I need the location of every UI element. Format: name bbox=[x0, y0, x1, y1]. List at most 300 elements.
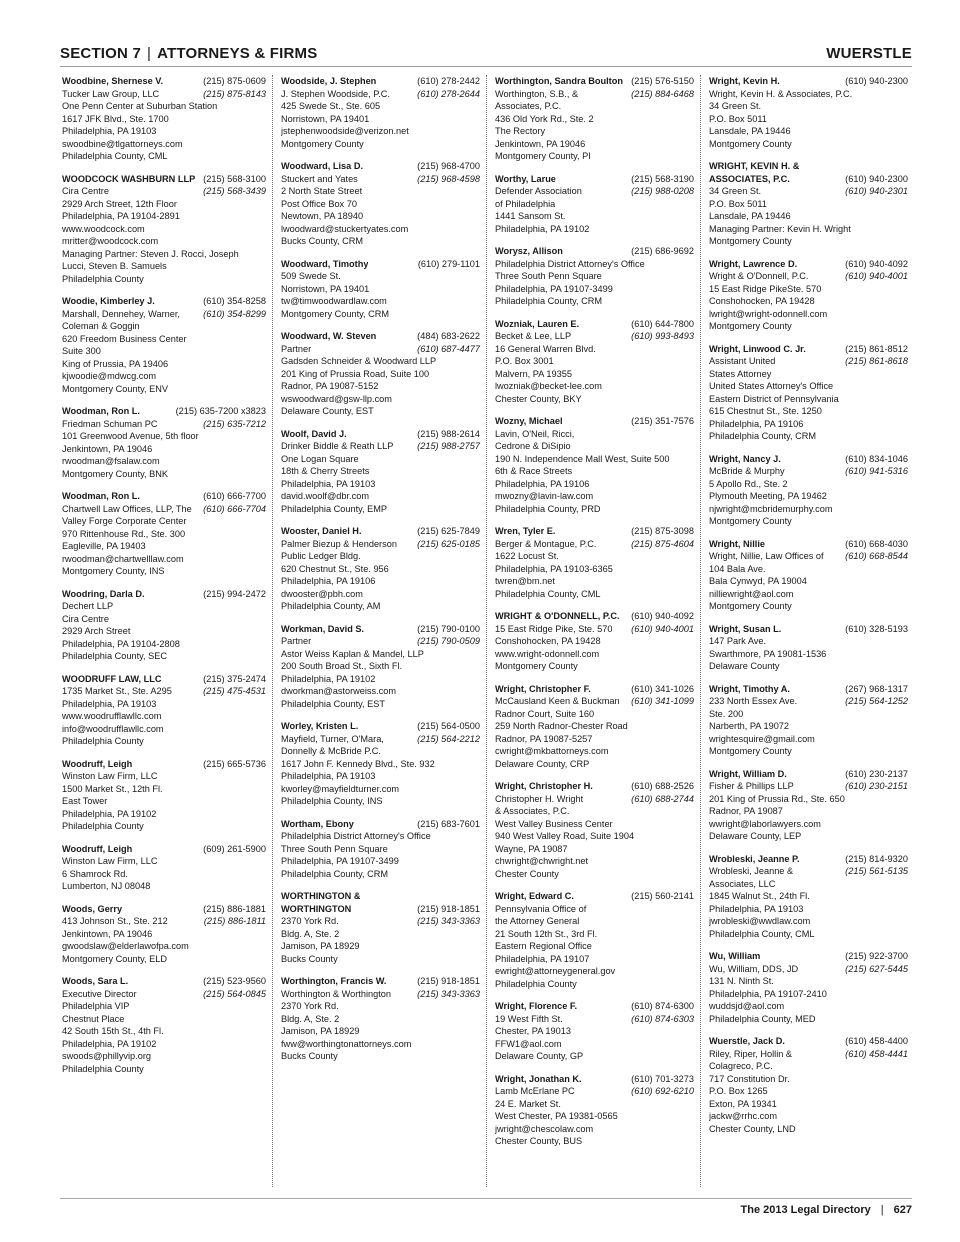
entry-detail-row bbox=[281, 903, 480, 916]
entry-name-row bbox=[62, 975, 266, 988]
phone-number: (215) 635-7200 x3823 bbox=[175, 406, 266, 416]
entry-detail-row bbox=[495, 623, 694, 636]
fax-number: (215) 564-2212 bbox=[417, 733, 480, 744]
entry-line: 1845 Walnut St., 24th Fl. bbox=[709, 891, 810, 901]
entry-line: Conshohocken, PA 19428 bbox=[709, 296, 815, 306]
entry-line: Philadelphia County bbox=[62, 736, 144, 746]
phone-number: (610) 278-2442 bbox=[417, 76, 480, 86]
entry-line: 15 East Ridge PikeSte. 570 bbox=[709, 283, 822, 294]
entry-name: Worysz, Allison bbox=[495, 246, 563, 256]
entry-line: lwoodward@stuckertyates.com bbox=[281, 223, 409, 234]
phone-number: (215) 576-5150 bbox=[631, 76, 694, 86]
entry-line: Wright, Kevin H. & Associates, P.C. bbox=[709, 88, 853, 99]
fax-number: (215) 564-0845 bbox=[203, 988, 266, 999]
directory-entry bbox=[62, 588, 266, 663]
entry-name-row bbox=[495, 780, 694, 793]
phone-number: (610) 458-4400 bbox=[845, 1036, 908, 1046]
directory-entry bbox=[281, 818, 480, 881]
entry-name: WOODRUFF LAW, LLC bbox=[62, 673, 162, 684]
directory-entry bbox=[281, 428, 480, 516]
entry-name: Wright, Susan L. bbox=[709, 623, 782, 634]
phone-number: (610) 354-8258 bbox=[203, 296, 266, 306]
entry-line: 5 Apollo Rd., Ste. 2 bbox=[709, 478, 788, 489]
entry-name-row bbox=[709, 343, 908, 356]
entry-line: 15 East Ridge Pike, Ste. 570 bbox=[495, 623, 613, 634]
phone-number: (215) 625-7849 bbox=[417, 526, 480, 536]
directory-entry bbox=[281, 525, 480, 613]
entry-name: Workman, David S. bbox=[281, 623, 365, 634]
page-footer bbox=[741, 1204, 912, 1216]
entry-line: 1617 John F. Kennedy Blvd., Ste. 932 bbox=[281, 758, 435, 769]
entry-line: Radnor, PA 19087 bbox=[709, 806, 783, 816]
entry-line: Lamb McErlane PC bbox=[495, 1086, 575, 1096]
entry-line: wrightesquire@gmail.com bbox=[709, 733, 815, 744]
entry-name: Wright, Florence F. bbox=[495, 1001, 578, 1011]
entry-line: Cedrone & DiSipio bbox=[495, 441, 571, 451]
entry-detail-row bbox=[281, 343, 480, 356]
phone-number bbox=[477, 890, 480, 903]
entry-line: Montgomery County bbox=[709, 138, 792, 149]
entry-line: 2929 Arch Street, 12th Floor bbox=[62, 198, 177, 209]
directory-entry bbox=[281, 720, 480, 808]
directory-entry bbox=[709, 623, 908, 673]
entry-detail-row bbox=[281, 440, 480, 453]
entry-line: 620 Chestnut St., Ste. 956 bbox=[281, 563, 389, 574]
entry-line: Palmer Biezup & Henderson bbox=[281, 538, 397, 549]
entry-line: United States Attorney's Office bbox=[709, 381, 834, 391]
entry-name-row bbox=[62, 588, 266, 601]
entry-line: Assistant United bbox=[709, 356, 776, 366]
directory-entry bbox=[281, 890, 480, 965]
entry-name: Woolf, David J. bbox=[281, 428, 347, 439]
entry-name: Woodward, W. Steven bbox=[281, 331, 377, 341]
entry-name: Wright, Edward C. bbox=[495, 891, 574, 901]
entry-name-row bbox=[495, 890, 694, 903]
entry-name: Wuerstle, Jack D. bbox=[709, 1036, 785, 1046]
fax-number: (610) 687-4477 bbox=[417, 343, 480, 354]
entry-line: Chester County, LND bbox=[709, 1123, 796, 1134]
entry-line: Philadelphia, PA 19103 bbox=[709, 903, 804, 914]
entry-line: P.O. Box 5011 bbox=[709, 198, 767, 209]
entry-line: Jenkintown, PA 19046 bbox=[62, 443, 153, 454]
phone-number: (215) 814-9320 bbox=[845, 853, 908, 864]
entry-line: Friedman Schuman PC bbox=[62, 418, 158, 429]
entry-name: Wozniak, Lauren E. bbox=[495, 318, 580, 329]
entry-name: Wright, Christopher H. bbox=[495, 781, 593, 791]
entry-line: Philadelphia, PA 19107-3499 bbox=[281, 856, 399, 866]
header-rule bbox=[60, 66, 912, 67]
entry-name: Worthington, Francis W. bbox=[281, 976, 387, 986]
entry-name-row bbox=[281, 428, 480, 441]
directory-entry bbox=[495, 683, 694, 771]
section-title: ATTORNEYS & FIRMS bbox=[157, 45, 318, 62]
entry-line: Philadelphia County bbox=[62, 821, 144, 831]
entry-line: Riley, Riper, Hollin & bbox=[709, 1048, 793, 1059]
entry-line: FFW1@aol.com bbox=[495, 1038, 562, 1049]
fax-number: (610) 993-8493 bbox=[631, 331, 694, 341]
fax-number: (215) 625-0185 bbox=[417, 538, 480, 549]
entry-line: McBride & Murphy bbox=[709, 466, 785, 476]
entry-line: Chartwell Law Offices, LLP, The bbox=[62, 503, 192, 514]
entry-name-row bbox=[62, 173, 266, 186]
entry-name-row bbox=[709, 683, 908, 696]
entry-name: WRIGHT & O'DONNELL, P.C. bbox=[495, 611, 620, 621]
entry-detail-row bbox=[495, 1013, 694, 1026]
directory-entry bbox=[495, 245, 694, 308]
entry-line: Philadelphia District Attorney's Office bbox=[281, 831, 431, 841]
directory-entry bbox=[495, 890, 694, 990]
entry-line: Defender Association bbox=[495, 186, 582, 196]
directory-entry bbox=[495, 780, 694, 880]
entry-line: 259 North Radnor-Chester Road bbox=[495, 721, 628, 731]
fax-number: (610) 278-2644 bbox=[417, 88, 480, 99]
entry-detail-row bbox=[62, 185, 266, 198]
entry-line: jackw@rrhc.com bbox=[709, 1111, 778, 1121]
entry-line: rwoodman@fsalaw.com bbox=[62, 456, 160, 466]
entry-line: States Attorney bbox=[709, 368, 772, 379]
entry-line: One Logan Square bbox=[281, 453, 359, 464]
entry-name: Wright, Timothy A. bbox=[709, 683, 790, 694]
entry-line: Philadelphia County bbox=[62, 273, 144, 284]
entry-line: Montgomery County bbox=[709, 746, 792, 756]
entry-line: Philadelphia County, PRD bbox=[495, 503, 601, 514]
fax-number: (610) 692-6210 bbox=[631, 1086, 694, 1096]
entry-name-row bbox=[281, 258, 480, 271]
entry-name-row bbox=[62, 843, 266, 856]
directory-entry bbox=[709, 768, 908, 843]
entry-line: Dechert LLP bbox=[62, 601, 114, 611]
entry-line: www.woodcock.com bbox=[62, 223, 145, 234]
entry-detail-row bbox=[709, 695, 908, 708]
entry-detail-row bbox=[281, 538, 480, 551]
entry-line: One Penn Center at Suburban Station bbox=[62, 101, 218, 111]
running-head-name: WUERSTLE bbox=[826, 45, 912, 62]
entry-line: Eastern Regional Office bbox=[495, 941, 592, 951]
entry-line: Philadelphia County, MED bbox=[709, 1013, 816, 1024]
entry-line: Pennsylvania Office of bbox=[495, 903, 587, 914]
entry-line: 131 N. Ninth St. bbox=[709, 976, 774, 986]
entry-line: Bala Cynwyd, PA 19004 bbox=[709, 576, 807, 586]
entry-line: Radnor, PA 19087-5257 bbox=[495, 733, 593, 744]
entry-line: Coleman & Goggin bbox=[62, 321, 140, 331]
entry-line: Eagleville, PA 19403 bbox=[62, 541, 146, 551]
entry-name-row bbox=[281, 890, 480, 903]
entry-name-row bbox=[281, 75, 480, 88]
phone-number: (215) 994-2472 bbox=[203, 588, 266, 599]
entry-line: Donnelly & McBride P.C. bbox=[281, 746, 381, 756]
entry-line: Lavin, O'Neil, Ricci, bbox=[495, 428, 575, 439]
entry-line: Lucci, Steven B. Samuels bbox=[62, 261, 167, 271]
entry-line: Philadelphia, PA 19106 bbox=[709, 418, 804, 429]
entry-name: Woodward, Lisa D. bbox=[281, 161, 364, 171]
entry-line: Philadelphia, PA 19104-2891 bbox=[62, 211, 180, 221]
entry-line: Bucks County bbox=[281, 953, 338, 964]
entry-name-row bbox=[281, 975, 480, 988]
entry-line: Cira Centre bbox=[62, 613, 109, 624]
phone-number: (215) 665-5736 bbox=[203, 758, 266, 769]
entry-line: Philadelphia, PA 19107-2410 bbox=[709, 988, 827, 999]
entry-line: 190 N. Independence Mall West, Suite 500 bbox=[495, 453, 670, 464]
entry-name: Worley, Kristen L. bbox=[281, 721, 359, 731]
entry-line: Gadsden Schneider & Woodward LLP bbox=[281, 356, 437, 366]
entry-name: Wortham, Ebony bbox=[281, 818, 354, 829]
entry-detail-row bbox=[281, 915, 480, 928]
entry-name-row bbox=[709, 768, 908, 781]
entry-name: Wright, Kevin H. bbox=[709, 76, 780, 86]
entry-name-row bbox=[495, 415, 694, 428]
entry-line: Tucker Law Group, LLC bbox=[62, 88, 160, 99]
phone-number: (610) 668-4030 bbox=[845, 538, 908, 549]
entry-line: Philadelphia County, CRM bbox=[281, 868, 389, 879]
phone-number: (215) 523-9560 bbox=[203, 976, 266, 986]
entry-name-row bbox=[709, 950, 908, 963]
entry-line: 1622 Locust St. bbox=[495, 551, 559, 561]
entry-detail-row bbox=[709, 550, 908, 563]
entry-line: Philadelphia VIP bbox=[62, 1001, 130, 1011]
entry-name: WOODCOCK WASHBURN LLP bbox=[62, 173, 196, 184]
entry-detail-row bbox=[281, 733, 480, 746]
directory-columns bbox=[58, 75, 914, 1187]
directory-entry bbox=[62, 975, 266, 1075]
entry-line: Cira Centre bbox=[62, 186, 109, 196]
entry-name-row bbox=[62, 295, 266, 308]
entry-line: Montgomery County, ELD bbox=[62, 953, 168, 964]
entry-line: 16 General Warren Blvd. bbox=[495, 343, 596, 354]
entry-line: of Philadelphia bbox=[495, 198, 556, 209]
directory-column bbox=[700, 75, 914, 1187]
entry-name-row bbox=[495, 1073, 694, 1086]
entry-line: Worthington, S.B., & bbox=[495, 88, 579, 99]
entry-name: Worthy, Larue bbox=[495, 173, 556, 184]
entry-detail-row bbox=[709, 355, 908, 368]
entry-name-row bbox=[709, 1035, 908, 1048]
entry-name-row bbox=[281, 525, 480, 538]
entry-line: Philadelphia County, CML bbox=[709, 928, 815, 939]
phone-number: (610) 940-2300 bbox=[845, 173, 908, 184]
entry-line: Suite 300 bbox=[62, 346, 101, 356]
fax-number: (610) 940-4001 bbox=[631, 623, 694, 634]
entry-line: West Valley Business Center bbox=[495, 818, 613, 829]
entry-line: swoods@phillyvip.org bbox=[62, 1051, 151, 1061]
entry-name-row bbox=[709, 853, 908, 866]
entry-name-row bbox=[495, 245, 694, 258]
entry-line: Philadelphia, PA 19107-3499 bbox=[495, 283, 613, 294]
directory-entry bbox=[709, 853, 908, 941]
entry-line: 34 Green St. bbox=[709, 101, 762, 111]
entry-line: McCausland Keen & Buckman bbox=[495, 696, 620, 706]
entry-line: Delaware County bbox=[709, 661, 780, 671]
directory-entry bbox=[709, 538, 908, 613]
entry-name: Wright, Linwood C. Jr. bbox=[709, 343, 806, 354]
entry-line: Chestnut Place bbox=[62, 1013, 125, 1024]
phone-number: (610) 644-7800 bbox=[631, 318, 694, 329]
entry-detail-row bbox=[62, 915, 266, 928]
entry-detail-row bbox=[281, 635, 480, 648]
entry-line: Swarthmore, PA 19081-1536 bbox=[709, 648, 827, 659]
entry-detail-row bbox=[709, 185, 908, 198]
page-number: 627 bbox=[893, 1204, 912, 1216]
fax-number: (610) 666-7704 bbox=[203, 503, 266, 514]
entry-name: Wu, William bbox=[709, 951, 761, 961]
phone-number bbox=[905, 160, 908, 173]
entry-line: twren@bm.net bbox=[495, 576, 555, 586]
directory-entry bbox=[709, 75, 908, 150]
entry-line: Philadelphia, PA 19103 bbox=[62, 126, 157, 136]
directory-entry bbox=[495, 1000, 694, 1063]
phone-number: (215) 918-1851 bbox=[417, 903, 480, 914]
entry-detail-row bbox=[709, 865, 908, 878]
fax-number: (215) 635-7212 bbox=[203, 418, 266, 429]
directory-entry bbox=[281, 258, 480, 321]
entry-line: 200 South Broad St., Sixth Fl. bbox=[281, 661, 403, 671]
fax-number: (215) 968-4598 bbox=[417, 173, 480, 184]
phone-number: (610) 328-5193 bbox=[845, 623, 908, 634]
footer-separator: | bbox=[880, 1204, 884, 1216]
section-heading bbox=[60, 45, 317, 62]
entry-line: Bldg. A, Ste. 2 bbox=[281, 928, 340, 939]
entry-line: Stuckert and Yates bbox=[281, 173, 358, 184]
phone-number: (215) 560-2141 bbox=[631, 891, 694, 901]
entry-name: Woodie, Kimberley J. bbox=[62, 296, 155, 306]
entry-name-row bbox=[495, 1000, 694, 1013]
directory-entry bbox=[62, 173, 266, 286]
entry-line: Chester County, BUS bbox=[495, 1136, 583, 1146]
entry-line: 2929 Arch Street bbox=[62, 626, 131, 636]
entry-line: mwozny@lavin-law.com bbox=[495, 491, 594, 501]
entry-name: Woodruff, Leigh bbox=[62, 843, 133, 854]
phone-number: (215) 918-1851 bbox=[417, 976, 480, 986]
entry-name-row bbox=[495, 610, 694, 623]
entry-line: 34 Green St. bbox=[709, 186, 762, 196]
directory-entry bbox=[62, 75, 266, 163]
entry-detail-row bbox=[62, 88, 266, 101]
entry-detail-row bbox=[62, 503, 266, 516]
entry-detail-row bbox=[62, 418, 266, 431]
entry-name: Woodman, Ron L. bbox=[62, 491, 140, 501]
entry-name: Woodman, Ron L. bbox=[62, 406, 140, 416]
entry-line: Montgomery County bbox=[709, 601, 792, 611]
entry-line: Montgomery County, INS bbox=[62, 566, 165, 576]
entry-line: 104 Bala Ave. bbox=[709, 563, 766, 574]
entry-line: fww@worthingtonattorneys.com bbox=[281, 1038, 412, 1049]
entry-name-row bbox=[62, 405, 266, 418]
entry-line: 6th & Race Streets bbox=[495, 466, 573, 476]
directory-column bbox=[486, 75, 700, 1187]
entry-line: lwright@wright-odonnell.com bbox=[709, 308, 828, 319]
entry-line: P.O. Box 3001 bbox=[495, 356, 554, 366]
entry-line: Montgomery County, CRM bbox=[281, 308, 390, 319]
phone-number: (215) 683-7601 bbox=[417, 818, 480, 829]
entry-name-row bbox=[281, 160, 480, 173]
phone-number: (215) 922-3700 bbox=[845, 951, 908, 961]
directory-entry bbox=[709, 683, 908, 758]
directory-column bbox=[58, 75, 272, 1187]
fax-number: (215) 886-1811 bbox=[203, 916, 266, 926]
entry-name: Wozny, Michael bbox=[495, 416, 563, 426]
entry-name: WORTHINGTON & bbox=[281, 891, 361, 901]
entry-line: Executive Director bbox=[62, 988, 137, 999]
entry-line: Norristown, PA 19401 bbox=[281, 283, 370, 294]
entry-detail-row bbox=[62, 308, 266, 321]
entry-line: 436 Old York Rd., Ste. 2 bbox=[495, 113, 594, 124]
directory-entry bbox=[62, 843, 266, 893]
entry-line: West Chester, PA 19381-0565 bbox=[495, 1111, 618, 1121]
entry-line: Chester, PA 19013 bbox=[495, 1026, 571, 1036]
entry-line: Winston Law Firm, LLC bbox=[62, 771, 158, 781]
entry-detail-row bbox=[709, 963, 908, 976]
fax-number: (215) 875-4604 bbox=[631, 538, 694, 549]
entry-line: Philadelphia County, CRM bbox=[709, 431, 817, 441]
entry-name: Wrobleski, Jeanne P. bbox=[709, 853, 800, 864]
entry-line: 201 King of Prussia Rd., Ste. 650 bbox=[709, 793, 845, 804]
phone-number: (610) 341-1026 bbox=[631, 683, 694, 694]
entry-line: 615 Chestnut St., Ste. 1250 bbox=[709, 406, 822, 416]
directory-entry bbox=[709, 453, 908, 528]
entry-name-row bbox=[709, 75, 908, 88]
entry-line: mritter@woodcock.com bbox=[62, 236, 159, 246]
entry-line: Mayfield, Turner, O'Mara, bbox=[281, 733, 384, 744]
phone-number: (215) 861-8512 bbox=[845, 343, 908, 354]
phone-number: (215) 988-2614 bbox=[417, 428, 480, 439]
fax-number: (610) 230-2151 bbox=[845, 781, 908, 791]
entry-line: Philadelphia, PA 19106 bbox=[495, 478, 590, 489]
directory-entry bbox=[62, 903, 266, 966]
entry-line: Philadelphia County, CML bbox=[62, 151, 168, 161]
entry-name: Wren, Tyler E. bbox=[495, 526, 556, 536]
phone-number: (484) 683-2622 bbox=[417, 331, 480, 341]
entry-line: Philadelphia County, CML bbox=[495, 588, 601, 599]
entry-line: nilliewright@aol.com bbox=[709, 588, 794, 599]
entry-line: Partner bbox=[281, 636, 312, 646]
entry-line: 19 West Fifth St. bbox=[495, 1013, 563, 1024]
phone-number: (267) 968-1317 bbox=[845, 683, 908, 694]
entry-line: Jamison, PA 18929 bbox=[281, 941, 360, 951]
entry-line: 101 Greenwood Avenue, 5th floor bbox=[62, 431, 199, 441]
entry-line: ASSOCIATES, P.C. bbox=[709, 173, 790, 184]
fax-number: (215) 875-8143 bbox=[203, 88, 266, 99]
entry-name-row bbox=[281, 330, 480, 343]
entry-name: Woodbine, Shernese V. bbox=[62, 76, 164, 86]
directory-entry bbox=[62, 758, 266, 833]
phone-number: (215) 875-0609 bbox=[203, 76, 266, 86]
directory-entry bbox=[709, 258, 908, 333]
entry-line: 970 Rittenhouse Rd., Ste. 300 bbox=[62, 528, 186, 539]
entry-name: Woodring, Darla D. bbox=[62, 588, 145, 599]
phone-number: (610) 874-6300 bbox=[631, 1001, 694, 1011]
entry-line: Worthington & Worthington bbox=[281, 988, 391, 999]
directory-entry bbox=[495, 318, 694, 406]
entry-line: Philadelphia County bbox=[62, 1063, 144, 1074]
entry-line: dworkman@astorweiss.com bbox=[281, 686, 397, 696]
entry-line: 509 Swede St. bbox=[281, 271, 341, 281]
entry-name-row bbox=[62, 673, 266, 686]
phone-number: (610) 834-1046 bbox=[845, 453, 908, 464]
entry-line: 201 King of Prussia Road, Suite 100 bbox=[281, 368, 430, 379]
entry-line: jstephenwoodside@verizon.net bbox=[281, 126, 409, 136]
fax-number: (215) 627-5445 bbox=[845, 963, 908, 974]
entry-line: Three South Penn Square bbox=[495, 271, 602, 281]
entry-line: Delaware County, CRP bbox=[495, 758, 590, 769]
entry-line: Chester County, BKY bbox=[495, 393, 582, 404]
entry-name-row bbox=[62, 75, 266, 88]
entry-line: david.woolf@dbr.com bbox=[281, 491, 369, 501]
fax-number: (610) 354-8299 bbox=[203, 308, 266, 319]
directory-entry bbox=[709, 343, 908, 443]
phone-number: (610) 940-4092 bbox=[631, 611, 694, 621]
phone-number: (215) 568-3190 bbox=[631, 173, 694, 184]
fax-number: (610) 688-2744 bbox=[631, 793, 694, 804]
fax-number: (215) 475-4531 bbox=[203, 686, 266, 696]
